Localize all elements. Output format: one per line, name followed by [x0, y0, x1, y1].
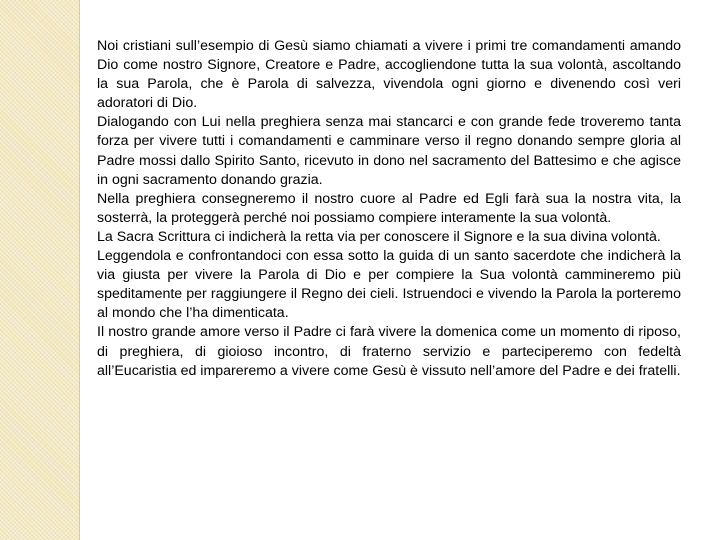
paragraph-1: Noi cristiani sull’esempio di Gesù siamo chiamati a vivere i primi tre comandamenti amando Dio come nostro Signore, Creatore e Padre, accogliendone tutta la sua volontà, ascoltando la sua Parola, che è Parola di salvezza, vivendola ogni giorno e divenendo così veri adoratori di Dio.	[97, 38, 681, 112]
paragraph-6: Il nostro grande amore verso il Padre ci farà vivere la domenica come un momento di riposo, di preghiera, di gioioso incontro, di fraterno servizio e parteciperemo con fedeltà all’Eucaristia ed impareremo a vivere come Gesù è vissuto nell’amore del Padre e dei fratelli.	[97, 324, 681, 379]
paragraph-2: Dialogando con Lui nella preghiera senza mai stancarci e con grande fede troveremo tanta forza per vivere tutti i comandamenti e camminare verso il regno donando sempre gloria al Padre mossi dallo Spirito Santo, ricevuto in dono nel sacramento del Battesimo e che agisce in ogni sacramento donando grazia.	[97, 114, 681, 188]
side-band-divider	[79, 0, 80, 540]
paragraph-4: La Sacra Scrittura ci indicherà la retta via per conoscere il Signore e la sua divina volontà.	[97, 228, 661, 245]
body-text	[97, 37, 681, 381]
decorative-side-band	[0, 0, 79, 540]
paragraph-5: Leggendola e confrontandoci con essa sotto la guida di un santo sacerdote che indicherà la via giusta per vivere la Parola di Dio e per compiere la Sua volontà cammineremo più speditamente per raggiungere il Regno dei cieli. Istruendoci e vivendo la Parola la porteremo al mondo che l’ha dimenticata.	[97, 248, 681, 322]
paragraph-3: Nella preghiera consegneremo il nostro cuore al Padre ed Egli farà sua la nostra vita, la sosterrà, la proteggerà perché noi possiamo compiere interamente la sua volontà.	[97, 190, 681, 226]
